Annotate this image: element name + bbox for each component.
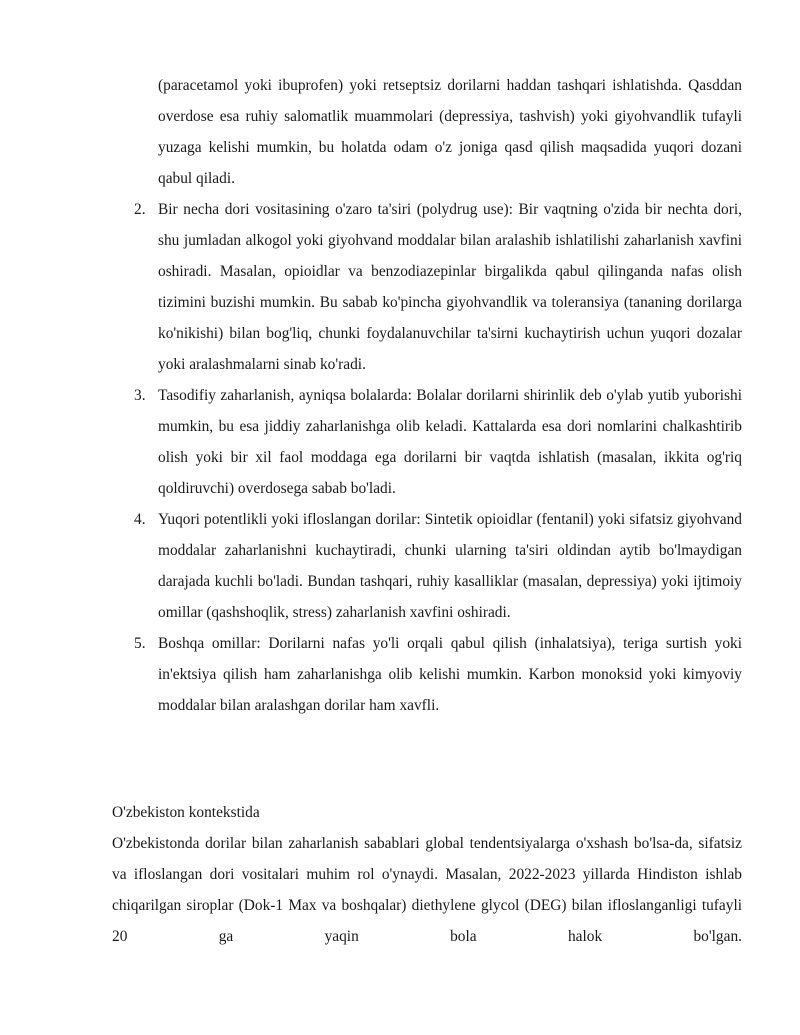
numbered-list [0, 194, 742, 721]
list-item-number: 3. [134, 387, 146, 404]
continuation-paragraph: (paracetamol yoki ibuprofen) yoki retseptsiz dorilarni haddan tashqari ishlatishda. Qasddan overdose esa ruhiy salomatlik muammolari (depressiya, tashvish) yoki giyohvandlik tufayli yuzaga kelishi mumkin, bu holatda odam o'z joniga qasd qilish maqsadida yuqori dozani qabul qiladi. [158, 77, 742, 187]
list-item-text: Boshqa omillar: Dorilarni nafas yo'li orqali qabul qilish (inhalatsiya), teriga surtish yoki in'ektsiya qilish ham zaharlanishga olib kelishi mumkin. Karbon monoksid yoki kimyoviy moddalar bilan aralashgan dorilar ham xavfli. [158, 635, 742, 714]
list-item-text: Bir necha dori vositasining o'zaro ta'siri (polydrug use): Bir vaqtning o'zida bir nechta dori, shu jumladan alkogol yoki giyohvand moddalar bilan aralashib ishlatilishi zaharlanish xavfini oshiradi. Masalan, opioidlar va benzodiazepinlar birgalikda qabul qilinganda nafas olish tizimini buzishi mumkin. Bu sabab ko'pincha giyohvandlik va toleransiya (tananing dorilarga ko'nikishi) bilan bog'liq, chunki foydalanuvchilar ta'sirni kuchaytirish uchun yuqori dozalar yoki aralashmalarni sinab ko'radi. [158, 201, 742, 373]
list-item [0, 380, 742, 504]
list-item [0, 628, 742, 721]
list-item [0, 194, 742, 380]
list-item-number: 5. [134, 635, 146, 652]
list-item-number: 4. [134, 511, 146, 528]
list-item-text: Yuqori potentlikli yoki ifloslangan dorilar: Sintetik opioidlar (fentanil) yoki sifatsiz giyohvand moddalar zaharlanishni kuchaytiradi, chunki ularning ta'siri oldindan aytib bo'lmaydigan darajada kuchli bo'ladi. Bundan tashqari, ruhiy kasalliklar (masalan, depressiya) yoki ijtimoiy omillar (qashshoqlik, stress) zaharlanish xavfini oshiradi. [158, 511, 742, 621]
list-item [0, 504, 742, 628]
list-item-text: Tasodifiy zaharlanish, ayniqsa bolalarda: Bolalar dorilarni shirinlik deb o'ylab yutib yuborishi mumkin, bu esa jiddiy zaharlanishga olib keladi. Kattalarda esa dori nomlarini chalkashtirib olish yoki bir xil faol moddaga ega dorilarni bir vaqtda ishlatish (masalan, ikkita og'riq qoldiruvchi) overdosega sabab bo'ladi. [158, 387, 742, 497]
list-item-number: 2. [134, 201, 146, 218]
body-paragraph: O'zbekistonda dorilar bilan zaharlanish sabablari global tendentsiyalarga o'xshash bo'lsa-da, sifatsiz va ifloslangan dori vositalari muhim rol o'ynaydi. Masalan, 2022-2023 yillarda Hindiston ishlab chiqarilgan siroplar (Dok-1 Max va boshqalar) diethylene glycol (DEG) bilan ifloslanganligi tufayli 20 ga yaqin bola halok bo'lgan. [112, 835, 742, 945]
section-heading: O'zbekiston kontekstida [112, 804, 260, 821]
